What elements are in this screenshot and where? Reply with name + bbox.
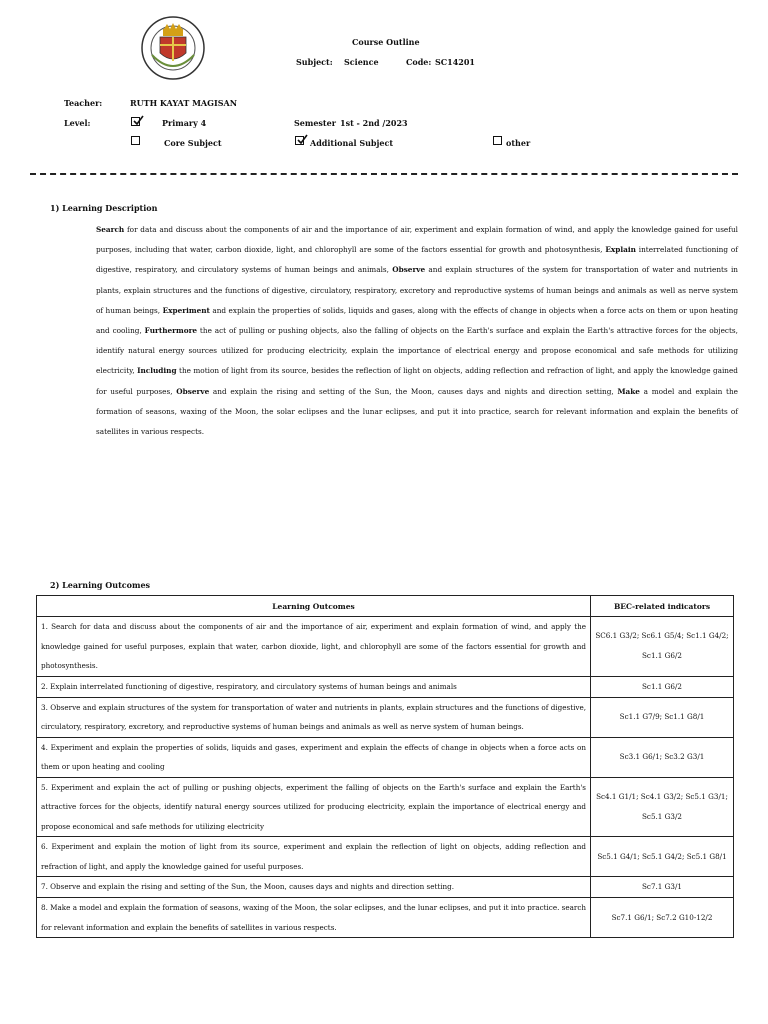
other-label: other	[506, 138, 531, 148]
indicator-cell: Sc4.1 G1/1; Sc4.1 G3/2; Sc5.1 G3/1; Sc5.1 G3/2	[591, 777, 734, 837]
indicator-cell: Sc7.1 G6/1; Sc7.2 G10-12/2	[591, 898, 734, 938]
indicator-cell: Sc1.1 G6/2	[591, 676, 734, 697]
table-row	[37, 898, 734, 938]
outcome-cell: 4. Experiment and explain the properties of solids, liquids and gases, experiment and explain the effects of change in objects when a force acts on them or upon heating and cooling	[37, 737, 591, 777]
column-header-outcomes: Learning Outcomes	[37, 596, 591, 617]
column-header-indicators: BEC-related indicators	[591, 596, 734, 617]
indicator-cell: Sc1.1 G7/9; Sc1.1 G8/1	[591, 697, 734, 737]
table-row	[37, 676, 734, 697]
check-icon	[296, 134, 308, 146]
core-subject-label: Core Subject	[164, 138, 222, 148]
outcome-cell: 7. Observe and explain the rising and setting of the Sun, the Moon, causes days and nights and direction setting.	[37, 877, 591, 898]
school-logo	[140, 15, 206, 81]
table-header-row	[37, 596, 734, 617]
semester-value: 1st - 2nd /2023	[340, 118, 408, 128]
table-row	[37, 697, 734, 737]
core-subject-checkbox[interactable]	[131, 136, 140, 145]
teacher-label: Teacher:	[64, 98, 103, 108]
code-value: SC14201	[435, 57, 475, 67]
outcome-cell: 5. Experiment and explain the act of pulling or pushing objects, experiment the falling of objects on the Earth's surface and explain the Earth's attractive forces for the objects, identify natural energy sources utilized for producing electricity, explain the importance of electrical energy and propose economical and safe methods for utilizing electricity	[37, 777, 591, 837]
table-row	[37, 777, 734, 837]
code-label: Code:	[406, 57, 432, 67]
learning-outcomes-heading: 2) Learning Outcomes	[50, 580, 151, 590]
subject-label: Subject:	[296, 57, 333, 67]
learning-outcomes-table	[36, 595, 734, 938]
semester-label: Semester	[294, 118, 336, 128]
other-checkbox[interactable]	[493, 136, 502, 145]
indicator-cell: Sc5.1 G4/1; Sc5.1 G4/2; Sc5.1 G8/1	[591, 837, 734, 877]
learning-description-text: Search for data and discuss about the components of air and the importance of air, experiment and explain formation of wind, and apply the knowledge gained for useful purposes, including that water, carbon dioxide, light, and chlorophyll are some of the factors essential for growth and photosynthesis, Explain interrelated functioning of digestive, respiratory, and circulatory systems of human beings and animals, Observe and explain structures of the system for transportation of water and nutrients in plants, explain structures and the functions of digestive, circulatory, respiratory, excretory and reproductive systems of human beings and animals as well as nerve system of human beings, Experiment and explain the properties of solids, liquids and gases, along with the effects of change in objects when a force acts on them or upon heating and cooling, Furthermore the act of pulling or pushing objects, also the falling of objects on the Earth's surface and explain the Earth's attractive forces for the objects, identify natural energy sources utilized for producing electricity, explain the importance of electrical energy and propose economical and safe methods for utilizing electricity, Including the motion of light from its source, besides the reflection of light on objects, adding reflection and refraction of light, and apply the knowledge gained for useful purposes, Observe and explain the rising and setting of the Sun, the Moon, causes days and nights and direction setting, Make a model and explain the formation of seasons, waxing of the Moon, the solar eclipses and the lunar eclipses, and put it into practice, search for relevant information and explain the benefits of satellites in various respects.	[96, 225, 739, 437]
document-title: Course Outline	[352, 37, 420, 47]
additional-subject-checkbox[interactable]	[295, 136, 304, 145]
teacher-name: RUTH KAYAT MAGISAN	[130, 98, 237, 108]
table-row	[37, 617, 734, 677]
outcome-cell: 2. Explain interrelated functioning of digestive, respiratory, and circulatory systems of human beings and animals	[37, 676, 591, 697]
learning-description-heading: 1) Learning Description	[50, 203, 158, 213]
table-row	[37, 837, 734, 877]
check-icon	[132, 115, 144, 127]
table-row	[37, 877, 734, 898]
additional-subject-label: Additional Subject	[310, 138, 394, 148]
indicator-cell: Sc3.1 G6/1; Sc3.2 G3/1	[591, 737, 734, 777]
section-divider	[30, 173, 738, 175]
subject-value: Science	[344, 57, 379, 67]
table-row	[37, 737, 734, 777]
level-checkbox[interactable]	[131, 117, 140, 126]
level-value: Primary 4	[162, 118, 207, 128]
indicator-cell: SC6.1 G3/2; Sc6.1 G5/4; Sc1.1 G4/2; Sc1.1 G6/2	[591, 617, 734, 677]
outcome-cell: 1. Search for data and discuss about the components of air and the importance of air, experiment and explain formation of wind, and apply the knowledge gained for useful purposes, explain that water, carbon dioxide, light, and chlorophyll are some of the factors essential for growth and photosynthesis.	[37, 617, 591, 677]
outcome-cell: 6. Experiment and explain the motion of light from its source, experiment and explain the reflection of light on objects, adding reflection and refraction of light, and apply the knowledge gained for useful purposes.	[37, 837, 591, 877]
outcome-cell: 8. Make a model and explain the formation of seasons, waxing of the Moon, the solar eclipses, and the lunar eclipses, and put it into practice. search for relevant information and explain the benefits of satellites in various respects.	[37, 898, 591, 938]
indicator-cell: Sc7.1 G3/1	[591, 877, 734, 898]
outcome-cell: 3. Observe and explain structures of the system for transportation of water and nutrients in plants, explain structures and the functions of digestive, circulatory, respiratory, excretory, and reproductive systems of human beings and animals as well as nerve system of human beings.	[37, 697, 591, 737]
level-label: Level:	[64, 118, 91, 128]
